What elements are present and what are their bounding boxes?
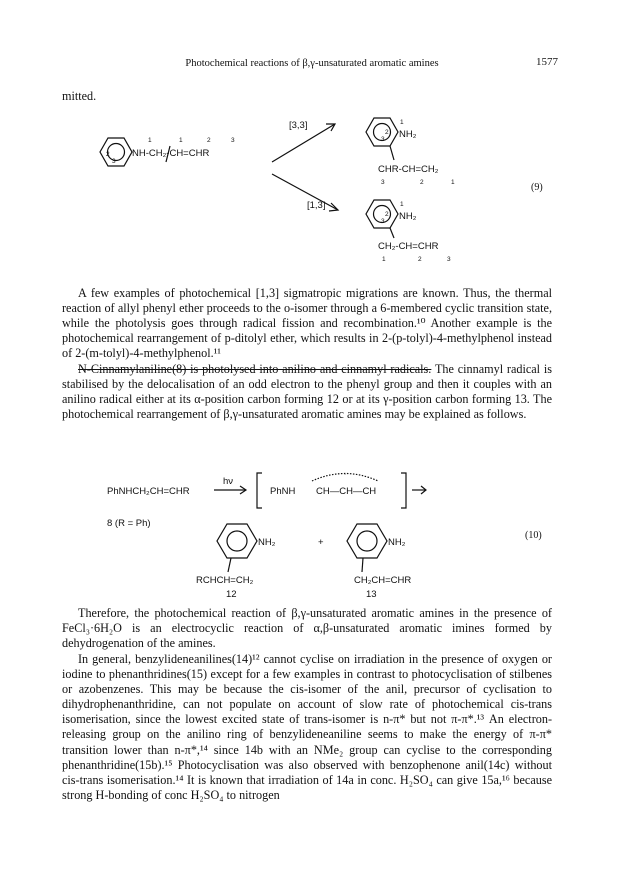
svg-text:2: 2 [106, 151, 110, 158]
scheme-10-text [107, 471, 542, 600]
reactant-label: NH-CH₂-CH=CHR [132, 148, 210, 159]
hv-label: hν [223, 476, 234, 487]
arrow-label-1-3: [1,3] [307, 200, 326, 211]
intermediate-left: PhNH [270, 486, 296, 497]
plus-sign: + [318, 537, 324, 548]
arrow-label-3-3: [3,3] [289, 120, 308, 131]
svg-text:3: 3 [231, 137, 235, 144]
product-13-nh2: NH₂ [388, 537, 406, 548]
svg-text:2: 2 [207, 137, 211, 144]
benzene-ring-product-13 [347, 524, 387, 558]
svg-text:1: 1 [148, 137, 152, 144]
lower-product-chain: CH₂-CH=CHR [378, 241, 439, 252]
svg-text:1: 1 [400, 201, 404, 208]
svg-text:1: 1 [451, 179, 455, 186]
scheme-9 [100, 118, 398, 238]
svg-text:·: · [344, 471, 347, 478]
arrow-1-3 [272, 174, 338, 210]
benzene-ring-reactant [100, 138, 132, 166]
paragraph-cinnamylaniline [62, 362, 552, 422]
product-13-chain: CH₂CH=CHR [354, 575, 412, 586]
svg-text:3: 3 [381, 179, 385, 186]
equation-number-10: (10) [525, 530, 542, 541]
scheme-9-text [106, 119, 543, 263]
svg-text:2: 2 [418, 256, 422, 263]
svg-text:3: 3 [381, 218, 385, 225]
equation-number-9: (9) [531, 182, 543, 193]
running-header-title: Photochemical reactions of β,γ-unsaturated aromatic amines [185, 58, 439, 69]
svg-text:1: 1 [179, 137, 183, 144]
paragraph-conclusion: Therefore, the photochemical reaction of β,γ-unsaturated aromatic amines in the presence of FeCl₃·6H₂O is an electrocyclic reaction of α,β-unsaturated aromatic imines formed by dehydrogenation of the amines. [62, 606, 552, 651]
product-12-label: 12 [226, 589, 237, 600]
struck-sentence: N-Cinnamylaniline(8) is photolysed into anilino and cinnamyl radicals. [78, 362, 432, 376]
left-bracket [257, 473, 262, 508]
lower-product-nh2: NH₂ [399, 211, 417, 222]
paragraph-cinnamylaniline-rest: The cinnamyl radical is stabilised by the delocalisation of an odd electron to the phenyl group and then it couples with an anilino radical either at its α-position carbon forming 12 or at its γ-position carbon forming 13. The photochemical rearrangement of β,γ-unsaturated aromatic amines may be explained as follows. [62, 362, 552, 422]
reactant-note: 8 (R = Ph) [107, 518, 151, 529]
upper-product-chain: CHR-CH=CH₂ [378, 164, 439, 175]
benzene-ring-product-12 [217, 524, 257, 558]
svg-text:3: 3 [112, 158, 116, 165]
svg-text:2: 2 [385, 129, 389, 136]
svg-text:1: 1 [400, 119, 404, 126]
paragraph-sigmatropic: A few examples of photochemical [1,3] sigmatropic migrations are known. Thus, the thermal reaction of allyl phenyl ether proceeds to the o-isomer through a 6-membered cyclic transition state, while the photolysis goes through radical fission and recombination.¹⁰ Another example is the photochemical rearrangement of p-ditolyl ether, which results in 2-(p-tolyl)-4-methylphenol instead of 2-(m-tolyl)-4-methylphenol.¹¹ [62, 286, 552, 361]
product-12-nh2: NH₂ [258, 537, 276, 548]
svg-text:3: 3 [447, 256, 451, 263]
svg-text:2: 2 [420, 179, 424, 186]
product-13-label: 13 [366, 589, 377, 600]
reactant-10-label: PhNHCH₂CH=CHR [107, 486, 190, 497]
svg-text:3: 3 [381, 136, 385, 143]
svg-text:1: 1 [382, 256, 386, 263]
intermediate-right: CH—CH—CH [316, 486, 377, 497]
right-bracket [401, 473, 406, 508]
upper-product-nh2: NH₂ [399, 129, 417, 140]
page-number: 1577 [536, 56, 558, 68]
paragraph-benzylideneanilines: In general, benzylideneanilines(14)¹² cannot cyclise on irradiation in the presence of oxygen or iodine to phenanthridines(15) except for a few examples in contrast to photocyclisation of stilbenes or azobenzenes. This may be because the cis-isomer of the anil, precursor of cyclisation to dihydrophenanthridine, can not populate on account of slow rate of photochemical cis-trans isomerisation, since the lowest excited state of trans-isomer is n-π* but not π-π*.¹³ An electron-releasing group on the anilino ring of benzylideneaniline seems to make the energy of π-π* transition lower than n-π*,¹⁴ since 14b with an NMe₂ group can cyclise to the corresponding phenanthridine(15b).¹⁵ Photocyclisation was also observed with benzophenone anil(14c) without cis-trans isomerisation.¹⁴ It is known that irradiation of 14a in conc. H₂SO₄ can give 15a,¹⁶ because strong H-bonding of conc H₂SO₄ to nitrogen [62, 652, 552, 802]
svg-text:2: 2 [385, 211, 389, 218]
product-12-chain: RCHCH=CH₂ [196, 575, 254, 586]
text-fragment: mitted. [62, 89, 97, 103]
